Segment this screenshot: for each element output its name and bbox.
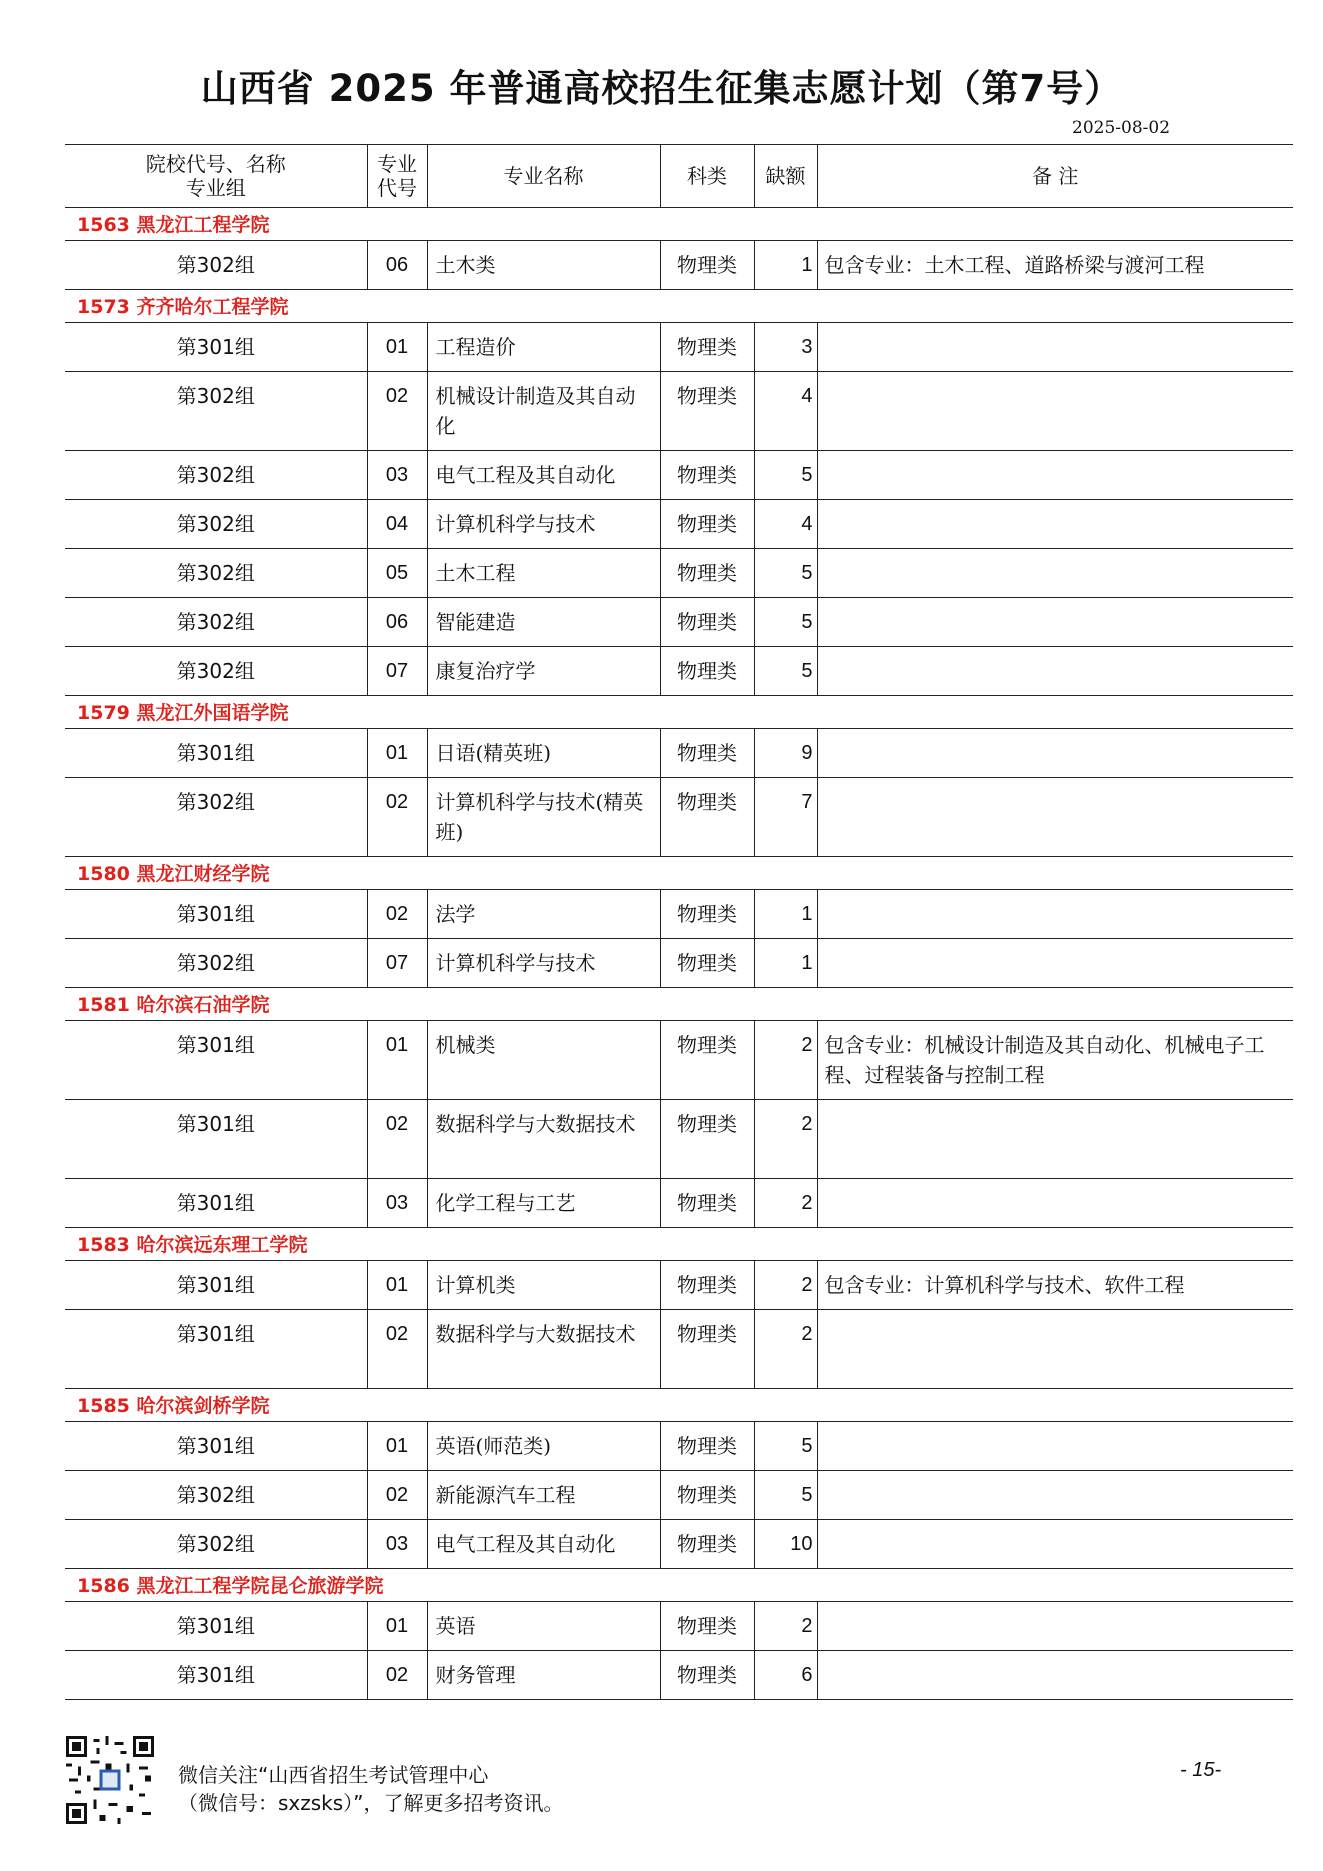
quota-cell: 5 (754, 451, 817, 500)
table-row (65, 1179, 1293, 1228)
major-code-cell: 03 (367, 451, 427, 500)
note-cell: 包含专业：机械设计制造及其自动化、机械电子工程、过程装备与控制工程 (817, 1021, 1293, 1100)
school-name: 1583 哈尔滨远东理工学院 (65, 1228, 1293, 1261)
category-cell: 物理类 (660, 1422, 754, 1471)
category-cell: 物理类 (660, 1310, 754, 1389)
table-row (65, 1310, 1293, 1389)
plan-table-container (65, 144, 1293, 1700)
school-name: 1579 黑龙江外国语学院 (65, 696, 1293, 729)
major-code-cell: 01 (367, 729, 427, 778)
major-name-cell: 土木工程 (427, 549, 660, 598)
note-cell (817, 500, 1293, 549)
quota-cell: 3 (754, 323, 817, 372)
table-row (65, 1100, 1293, 1179)
page-number: - 15- (1180, 1759, 1222, 1781)
group-cell: 第302组 (65, 372, 367, 451)
major-name-cell: 法学 (427, 890, 660, 939)
school-header-row (65, 290, 1293, 323)
group-cell: 第301组 (65, 1261, 367, 1310)
group-cell: 第302组 (65, 778, 367, 857)
category-cell: 物理类 (660, 451, 754, 500)
category-cell: 物理类 (660, 1602, 754, 1651)
note-cell: 包含专业：土木工程、道路桥梁与渡河工程 (817, 241, 1293, 290)
major-name-cell: 数据科学与大数据技术 (427, 1310, 660, 1389)
table-row (65, 1651, 1293, 1700)
quota-cell: 4 (754, 372, 817, 451)
quota-cell: 2 (754, 1261, 817, 1310)
publish-date: 2025-08-02 (1072, 118, 1171, 138)
table-row (65, 1422, 1293, 1471)
table-row (65, 890, 1293, 939)
category-cell: 物理类 (660, 372, 754, 451)
school-header-row (65, 988, 1293, 1021)
major-name-cell: 数据科学与大数据技术 (427, 1100, 660, 1179)
quota-cell: 2 (754, 1021, 817, 1100)
major-code-cell: 07 (367, 647, 427, 696)
group-cell: 第301组 (65, 1651, 367, 1700)
note-cell (817, 372, 1293, 451)
major-code-cell: 01 (367, 1602, 427, 1651)
major-name-cell: 智能建造 (427, 598, 660, 647)
quota-cell: 5 (754, 1422, 817, 1471)
group-cell: 第302组 (65, 1520, 367, 1569)
group-cell: 第301组 (65, 1602, 367, 1651)
category-cell: 物理类 (660, 1261, 754, 1310)
header-school-label: 院校代号、名称 (145, 152, 286, 176)
quota-cell: 5 (754, 549, 817, 598)
group-cell: 第302组 (65, 1471, 367, 1520)
major-code-cell: 02 (367, 778, 427, 857)
category-cell: 物理类 (660, 939, 754, 988)
qr-code-icon (66, 1735, 154, 1825)
major-name-cell: 计算机科学与技术 (427, 939, 660, 988)
header-category: 科类 (660, 145, 754, 208)
major-name-cell: 英语(师范类) (427, 1422, 660, 1471)
major-code-cell: 04 (367, 500, 427, 549)
header-note: 备 注 (817, 145, 1293, 208)
major-name-cell: 计算机科学与技术(精英班) (427, 778, 660, 857)
major-code-cell: 02 (367, 1471, 427, 1520)
header-code-line1: 专业 (377, 152, 417, 176)
category-cell: 物理类 (660, 647, 754, 696)
major-code-cell: 06 (367, 241, 427, 290)
quota-cell: 10 (754, 1520, 817, 1569)
school-name: 1563 黑龙江工程学院 (65, 208, 1293, 241)
major-name-cell: 电气工程及其自动化 (427, 1520, 660, 1569)
major-code-cell: 02 (367, 372, 427, 451)
quota-cell: 2 (754, 1179, 817, 1228)
group-cell: 第302组 (65, 647, 367, 696)
table-row (65, 778, 1293, 857)
table-row (65, 647, 1293, 696)
table-row (65, 1021, 1293, 1100)
note-cell: 包含专业：计算机科学与技术、软件工程 (817, 1261, 1293, 1310)
table-row (65, 1602, 1293, 1651)
group-cell: 第302组 (65, 451, 367, 500)
major-code-cell: 01 (367, 1261, 427, 1310)
school-name: 1581 哈尔滨石油学院 (65, 988, 1293, 1021)
major-code-cell: 02 (367, 890, 427, 939)
category-cell: 物理类 (660, 1100, 754, 1179)
category-cell: 物理类 (660, 1179, 754, 1228)
note-cell (817, 1310, 1293, 1389)
header-major-code (367, 145, 427, 208)
category-cell: 物理类 (660, 1021, 754, 1100)
quota-cell: 9 (754, 729, 817, 778)
header-school-group (65, 145, 367, 208)
category-cell: 物理类 (660, 729, 754, 778)
quota-cell: 7 (754, 778, 817, 857)
table-row (65, 500, 1293, 549)
group-cell: 第301组 (65, 890, 367, 939)
table-row (65, 241, 1293, 290)
major-name-cell: 化学工程与工艺 (427, 1179, 660, 1228)
category-cell: 物理类 (660, 890, 754, 939)
school-header-row (65, 1228, 1293, 1261)
table-row (65, 1261, 1293, 1310)
major-code-cell: 05 (367, 549, 427, 598)
group-cell: 第301组 (65, 1179, 367, 1228)
category-cell: 物理类 (660, 1651, 754, 1700)
note-cell (817, 1602, 1293, 1651)
note-cell (817, 890, 1293, 939)
group-cell: 第301组 (65, 1310, 367, 1389)
page-footer (0, 1735, 1323, 1835)
category-cell: 物理类 (660, 1471, 754, 1520)
table-row (65, 323, 1293, 372)
quota-cell: 1 (754, 939, 817, 988)
quota-cell: 2 (754, 1602, 817, 1651)
table-header-row (65, 145, 1293, 208)
group-cell: 第301组 (65, 1422, 367, 1471)
plan-table (65, 144, 1293, 1700)
school-header-row (65, 208, 1293, 241)
category-cell: 物理类 (660, 241, 754, 290)
table-row (65, 1520, 1293, 1569)
group-cell: 第301组 (65, 1021, 367, 1100)
table-row (65, 1471, 1293, 1520)
note-cell (817, 549, 1293, 598)
note-cell (817, 1179, 1293, 1228)
quota-cell: 1 (754, 890, 817, 939)
major-name-cell: 英语 (427, 1602, 660, 1651)
quota-cell: 6 (754, 1651, 817, 1700)
major-code-cell: 01 (367, 1422, 427, 1471)
major-name-cell: 新能源汽车工程 (427, 1471, 660, 1520)
note-cell (817, 778, 1293, 857)
major-name-cell: 土木类 (427, 241, 660, 290)
school-header-row (65, 857, 1293, 890)
group-cell: 第302组 (65, 598, 367, 647)
school-name: 1573 齐齐哈尔工程学院 (65, 290, 1293, 323)
table-row (65, 729, 1293, 778)
major-code-cell: 03 (367, 1520, 427, 1569)
quota-cell: 2 (754, 1310, 817, 1389)
quota-cell: 1 (754, 241, 817, 290)
note-cell (817, 323, 1293, 372)
plan-table-body (65, 208, 1293, 1700)
school-name: 1580 黑龙江财经学院 (65, 857, 1293, 890)
note-cell (817, 1100, 1293, 1179)
group-cell: 第302组 (65, 939, 367, 988)
note-cell (817, 1422, 1293, 1471)
quota-cell: 2 (754, 1100, 817, 1179)
school-header-row (65, 696, 1293, 729)
major-name-cell: 康复治疗学 (427, 647, 660, 696)
footer-wechat-line1: 微信关注“山西省招生考试管理中心 (178, 1763, 489, 1787)
major-code-cell: 06 (367, 598, 427, 647)
group-cell: 第302组 (65, 500, 367, 549)
note-cell (817, 939, 1293, 988)
category-cell: 物理类 (660, 323, 754, 372)
major-name-cell: 计算机科学与技术 (427, 500, 660, 549)
table-row (65, 939, 1293, 988)
table-row (65, 451, 1293, 500)
major-code-cell: 02 (367, 1651, 427, 1700)
note-cell (817, 451, 1293, 500)
note-cell (817, 1651, 1293, 1700)
major-code-cell: 03 (367, 1179, 427, 1228)
header-major-name: 专业名称 (427, 145, 660, 208)
group-cell: 第302组 (65, 241, 367, 290)
category-cell: 物理类 (660, 598, 754, 647)
major-code-cell: 01 (367, 1021, 427, 1100)
category-cell: 物理类 (660, 549, 754, 598)
quota-cell: 5 (754, 1471, 817, 1520)
group-cell: 第301组 (65, 323, 367, 372)
header-group-label: 专业组 (185, 176, 246, 200)
note-cell (817, 598, 1293, 647)
major-code-cell: 01 (367, 323, 427, 372)
major-name-cell: 财务管理 (427, 1651, 660, 1700)
school-name: 1586 黑龙江工程学院昆仑旅游学院 (65, 1569, 1293, 1602)
note-cell (817, 1520, 1293, 1569)
page-title: 山西省 2025 年普通高校招生征集志愿计划（第7号） (200, 67, 1123, 110)
quota-cell: 5 (754, 647, 817, 696)
note-cell (817, 647, 1293, 696)
major-code-cell: 07 (367, 939, 427, 988)
quota-cell: 4 (754, 500, 817, 549)
group-cell: 第301组 (65, 1100, 367, 1179)
table-row (65, 549, 1293, 598)
school-name: 1585 哈尔滨剑桥学院 (65, 1389, 1293, 1422)
major-name-cell: 机械设计制造及其自动化 (427, 372, 660, 451)
group-cell: 第302组 (65, 549, 367, 598)
major-name-cell: 电气工程及其自动化 (427, 451, 660, 500)
school-header-row (65, 1569, 1293, 1602)
table-row (65, 372, 1293, 451)
school-header-row (65, 1389, 1293, 1422)
table-row (65, 598, 1293, 647)
note-cell (817, 729, 1293, 778)
quota-cell: 5 (754, 598, 817, 647)
header-quota: 缺额 (754, 145, 817, 208)
header-code-line2: 代号 (377, 176, 417, 200)
category-cell: 物理类 (660, 500, 754, 549)
category-cell: 物理类 (660, 778, 754, 857)
major-name-cell: 机械类 (427, 1021, 660, 1100)
note-cell (817, 1471, 1293, 1520)
major-name-cell: 工程造价 (427, 323, 660, 372)
footer-wechat-line2: （微信号：sxzsks）”，了解更多招考资讯。 (178, 1791, 564, 1815)
major-name-cell: 日语(精英班) (427, 729, 660, 778)
major-name-cell: 计算机类 (427, 1261, 660, 1310)
major-code-cell: 02 (367, 1100, 427, 1179)
category-cell: 物理类 (660, 1520, 754, 1569)
major-code-cell: 02 (367, 1310, 427, 1389)
group-cell: 第301组 (65, 729, 367, 778)
